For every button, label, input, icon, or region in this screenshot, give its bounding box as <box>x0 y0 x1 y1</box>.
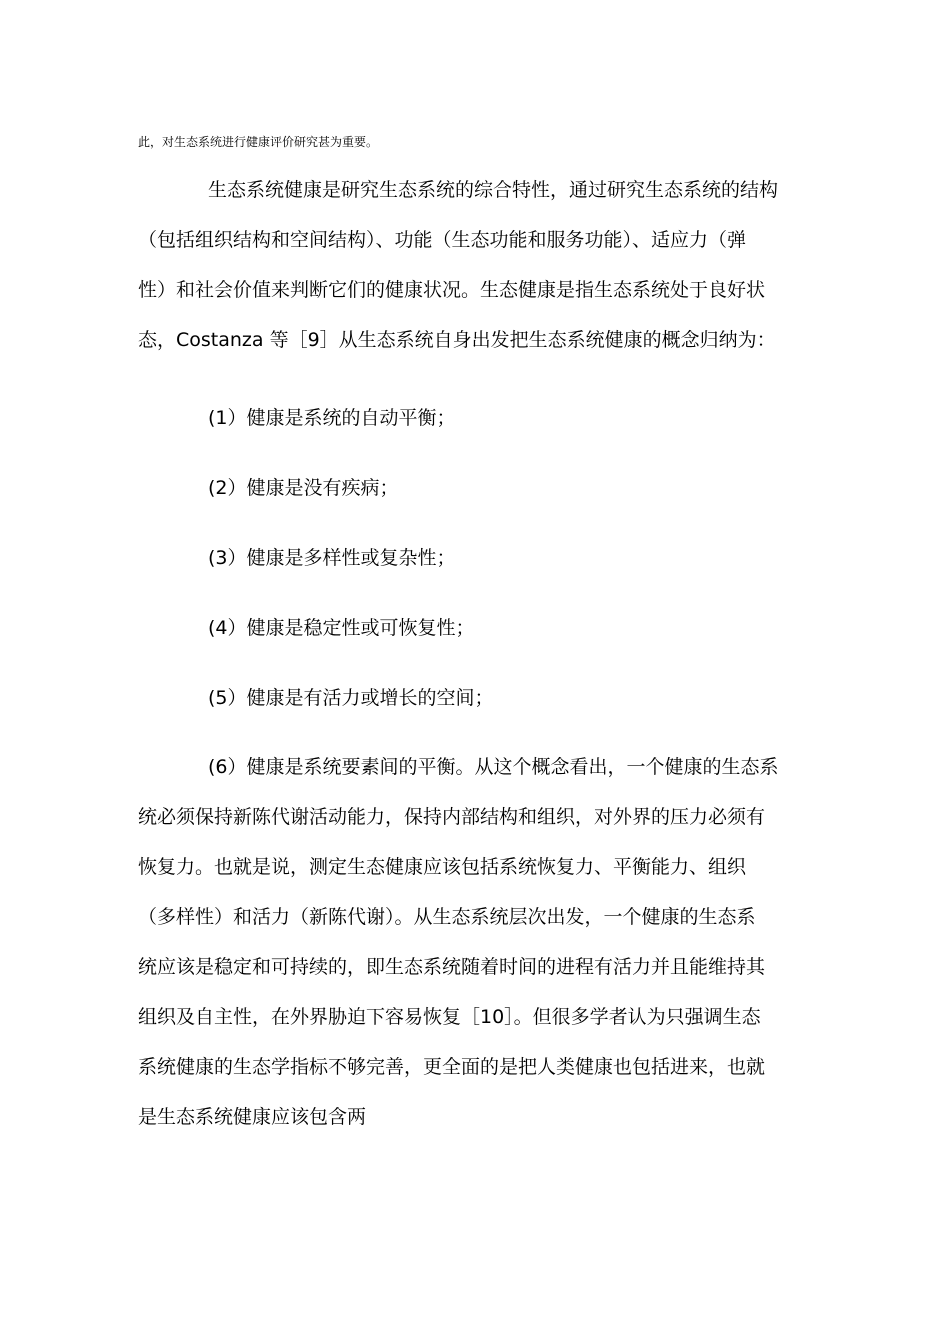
paragraph-line: （包括组织结构和空间结构）、功能（生态功能和服务功能）、适应力（弹 <box>138 229 747 251</box>
paragraph-line: 统应该是稳定和可持续的，即生态系统随着时间的进程有活力并且能维持其 <box>138 956 766 978</box>
paragraph-line: 是生态系统健康应该包含两 <box>138 1106 367 1128</box>
paragraph-health-balance <box>138 742 818 1142</box>
list-item: (5）健康是有活力或增长的空间； <box>208 687 494 709</box>
paragraph-ecosystem-health-definition <box>138 165 818 365</box>
intro-fragment: 此，对生态系统进行健康评价研究甚为重要。 <box>138 135 379 149</box>
list-item: (1）健康是系统的自动平衡； <box>208 407 456 429</box>
paragraph-line: 统必须保持新陈代谢活动能力，保持内部结构和组织，对外界的压力必须有 <box>138 806 766 828</box>
paragraph-line: 组织及自主性，在外界胁迫下容易恢复［10］。但很多学者认为只强调生态 <box>138 1006 761 1028</box>
list-item: (3）健康是多样性或复杂性； <box>208 547 456 569</box>
paragraph-line: (6）健康是系统要素间的平衡。从这个概念看出，一个健康的生态系 <box>208 756 779 778</box>
list-item: (2）健康是没有疾病； <box>208 477 399 499</box>
list-item: (4）健康是稳定性或可恢复性； <box>208 617 475 639</box>
paragraph-line: 系统健康的生态学指标不够完善，更全面的是把人类健康也包括进来，也就 <box>138 1056 766 1078</box>
paragraph-line: （多样性）和活力（新陈代谢）。从生态系统层次出发，一个健康的生态系 <box>138 906 756 928</box>
paragraph-line: 生态系统健康是研究生态系统的综合特性，通过研究生态系统的结构 <box>208 179 779 201</box>
paragraph-line: 性）和社会价值来判断它们的健康状况。生态健康是指生态系统处于良好状 <box>138 279 766 301</box>
paragraph-line: 恢复力。也就是说，测定生态健康应该包括系统恢复力、平衡能力、组织 <box>138 856 747 878</box>
paragraph-line: 态，Costanza 等［9］从生态系统自身出发把生态系统健康的概念归纳为： <box>138 329 776 351</box>
